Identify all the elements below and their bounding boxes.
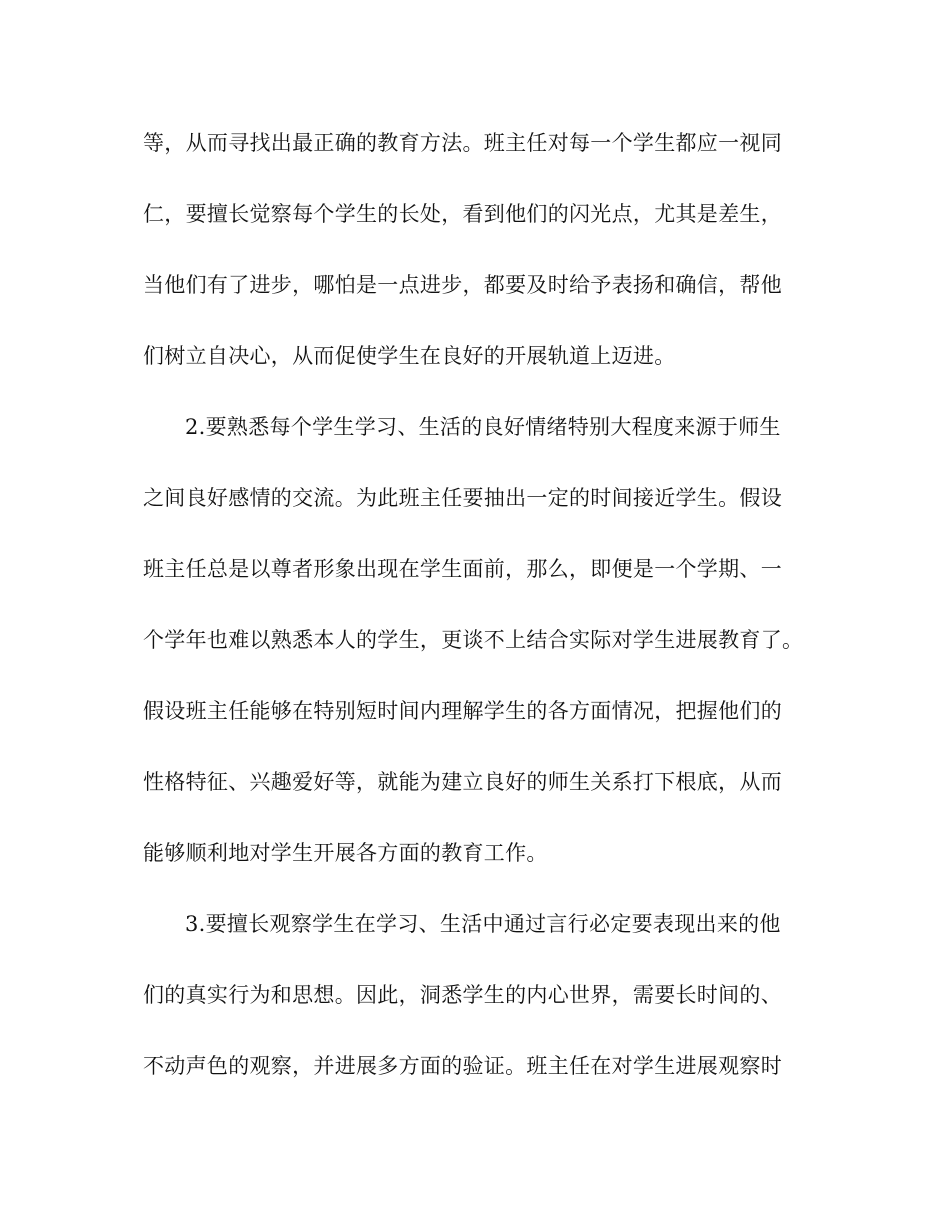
paragraph-line: 仁，要擅长觉察每个学生的长处，看到他们的闪光点，尤其是差生， (143, 202, 782, 226)
paragraph-line: 不动声色的观察，并进展多方面的验证。班主任在对学生进展观察时 (143, 1054, 782, 1078)
paragraph-line: 们树立自决心，从而促使学生在良好的开展轨道上迈进。 (143, 344, 676, 368)
paragraph-line: 们的真实行为和思想。因此，洞悉学生的内心世界，需要长时间的、 (143, 983, 782, 1007)
paragraph-line: 等，从而寻找出最正确的教育方法。班主任对每一个学生都应一视同 (143, 131, 782, 155)
paragraph-line: 性格特征、兴趣爱好等，就能为建立良好的师生关系打下根底，从而 (143, 770, 782, 794)
paragraph-line: 之间良好感情的交流。为此班主任要抽出一定的时间接近学生。假设 (143, 486, 782, 510)
paragraph-line: 能够顺利地对学生开展各方面的教育工作。 (143, 841, 548, 865)
paragraph-line: 假设班主任能够在特别短时间内理解学生的各方面情况，把握他们的 (143, 699, 782, 723)
section-heading-line: 3.要擅长观察学生在学习、生活中通过言行必定要表现出来的他 (185, 912, 781, 936)
paragraph-line: 班主任总是以尊者形象出现在学生面前，那么，即便是一个学期、一 (143, 557, 782, 581)
paragraph-line: 个学年也难以熟悉本人的学生，更谈不上结合实际对学生进展教育了。 (143, 628, 804, 652)
paragraph-line: 当他们有了进步，哪怕是一点进步，都要及时给予表扬和确信，帮他 (143, 273, 782, 297)
section-heading-line: 2.要熟悉每个学生学习、生活的良好情绪特别大程度来源于师生 (185, 415, 781, 439)
